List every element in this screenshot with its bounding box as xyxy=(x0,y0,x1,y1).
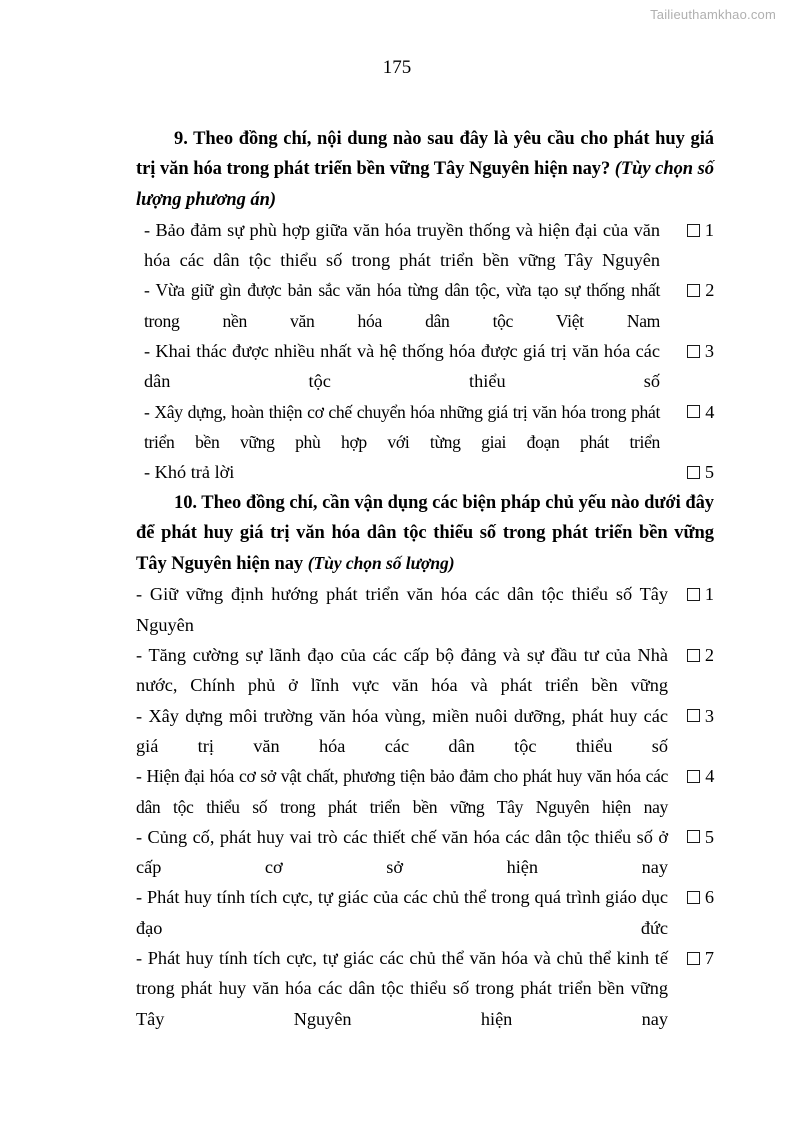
option-marker[interactable] xyxy=(687,215,714,245)
option-marker[interactable] xyxy=(687,275,714,305)
option-number: 4 xyxy=(705,766,714,787)
checkbox-icon[interactable] xyxy=(687,952,700,965)
option-row[interactable] xyxy=(144,457,714,487)
option-row[interactable] xyxy=(136,701,714,762)
option-marker[interactable] xyxy=(687,397,714,427)
option-marker[interactable] xyxy=(687,457,714,487)
page-number: 175 xyxy=(382,57,412,78)
option-number: 5 xyxy=(704,462,714,483)
option-label: - Xây dựng môi trường văn hóa vùng, miền nuôi dưỡng, phát huy các giá trị văn hóa các dân tộc thiểu số xyxy=(136,705,668,756)
option-marker[interactable] xyxy=(687,761,714,791)
checkbox-icon[interactable] xyxy=(687,891,700,904)
option-marker[interactable] xyxy=(687,822,714,852)
option-label: - Giữ vững định hướng phát triển văn hóa các dân tộc thiểu số Tây Nguyên xyxy=(136,584,668,635)
option-label: - Vừa giữ gìn được bản sắc văn hóa từng dân tộc, vừa tạo sự thống nhất trong nền văn hóa dân tộc Việt Nam xyxy=(144,280,660,331)
option-label: - Củng cố, phát huy vai trò các thiết chế văn hóa các dân tộc thiểu số ở cấp cơ sở hiện nay xyxy=(136,826,668,878)
document-content xyxy=(136,124,714,1034)
checkbox-icon[interactable] xyxy=(687,345,700,358)
option-marker[interactable] xyxy=(687,701,714,731)
checkbox-icon[interactable] xyxy=(687,284,700,297)
option-row[interactable] xyxy=(136,822,714,883)
option-number: 7 xyxy=(704,948,714,969)
question-heading-9-italic: (Tùy chọn số lượng phương án) xyxy=(136,159,714,210)
option-row[interactable] xyxy=(136,943,714,1034)
checkbox-icon[interactable] xyxy=(687,649,700,662)
checkbox-icon[interactable] xyxy=(687,405,700,418)
option-row[interactable] xyxy=(136,579,714,640)
checkbox-icon[interactable] xyxy=(687,466,700,479)
option-row[interactable] xyxy=(144,215,714,276)
option-row[interactable] xyxy=(144,275,714,336)
option-number: 6 xyxy=(704,887,714,908)
option-label: - Phát huy tính tích cực, tự giác các chủ thể văn hóa và chủ thể kinh tế trong phát huy văn hóa các dân tộc thiểu số trong phát triển bền vững Tây Nguyên hiện nay xyxy=(136,948,668,1029)
option-row[interactable] xyxy=(136,761,714,822)
option-number: 2 xyxy=(705,280,714,301)
question-10-options xyxy=(136,579,714,1033)
option-row[interactable] xyxy=(136,640,714,701)
option-marker[interactable] xyxy=(687,882,714,912)
option-label: - Khó trả lời xyxy=(144,462,235,483)
checkbox-icon[interactable] xyxy=(687,224,700,237)
option-marker[interactable] xyxy=(687,640,714,670)
question-heading-10 xyxy=(136,488,714,580)
option-marker[interactable] xyxy=(687,579,714,609)
option-label: - Hiện đại hóa cơ sở vật chất, phương tiện bảo đảm cho phát huy văn hóa các dân tộc thiểu số trong phát triển bền vững Tây Nguyên hiện nay xyxy=(136,766,668,817)
question-heading-9 xyxy=(136,124,714,215)
option-row[interactable] xyxy=(144,397,714,458)
option-number: 3 xyxy=(704,705,714,726)
checkbox-icon[interactable] xyxy=(687,770,700,783)
checkbox-icon[interactable] xyxy=(687,588,700,601)
question-heading-10-bold: 10. Theo đồng chí, cần vận dụng các biện pháp chủ yếu nào dưới đây để phát huy giá trị văn hóa dân tộc thiểu số trong phát triển bền vững Tây Nguyên hiện nay xyxy=(136,492,714,575)
option-number: 5 xyxy=(704,826,714,847)
option-label: - Khai thác được nhiều nhất và hệ thống hóa được giá trị văn hóa các dân tộc thiểu số xyxy=(144,341,660,392)
option-marker[interactable] xyxy=(687,943,714,973)
option-label: - Bảo đảm sự phù hợp giữa văn hóa truyền thống và hiện đại của văn hóa các dân tộc thiểu số trong phát triển bền vững Tây Nguyên xyxy=(144,219,660,271)
option-row[interactable] xyxy=(136,882,714,943)
question-heading-9-bold: 9. Theo đồng chí, nội dung nào sau đây là yêu cầu cho phát huy giá trị văn hóa trong phát triển bền vững Tây Nguyên hiện nay? xyxy=(136,129,714,180)
option-number: 1 xyxy=(704,584,714,605)
question-heading-10-italic: (Tùy chọn số lượng) xyxy=(307,553,455,574)
option-row[interactable] xyxy=(144,336,714,397)
option-number: 2 xyxy=(704,645,714,666)
checkbox-icon[interactable] xyxy=(687,830,700,843)
option-label: - Tăng cường sự lãnh đạo của các cấp bộ đảng và sự đầu tư của Nhà nước, Chính phủ ở lĩnh vực văn hóa và phát triển bền vững xyxy=(136,645,668,696)
option-number: 3 xyxy=(704,341,714,362)
option-number: 1 xyxy=(704,219,714,240)
option-number: 4 xyxy=(705,401,714,422)
question-9-options xyxy=(136,215,714,488)
option-label: - Xây dựng, hoàn thiện cơ chế chuyển hóa những giá trị văn hóa trong phát triển bền vững phù hợp với từng giai đoạn phát triển xyxy=(144,401,660,452)
watermark: Tailieuthamkhao.com xyxy=(650,7,776,22)
option-marker[interactable] xyxy=(687,336,714,366)
option-label: - Phát huy tính tích cực, tự giác của các chủ thể trong quá trình giáo dục đạo đức xyxy=(136,887,668,938)
checkbox-icon[interactable] xyxy=(687,709,700,722)
